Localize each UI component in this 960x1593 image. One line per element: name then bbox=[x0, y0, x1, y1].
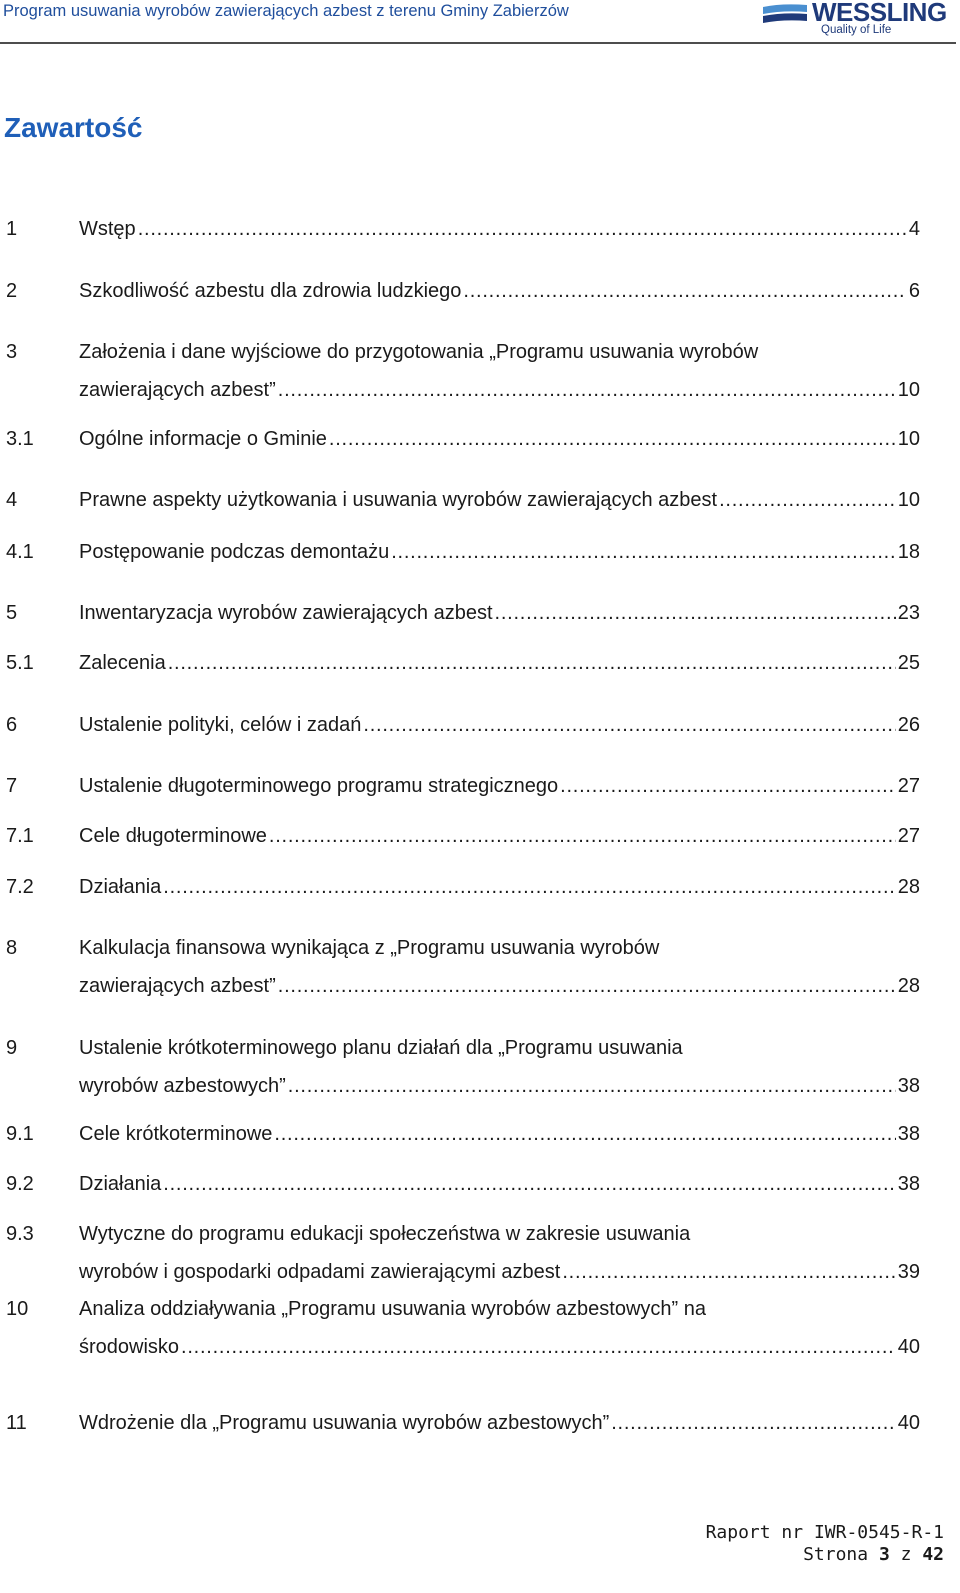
toc-entry-number: 9.2 bbox=[6, 1173, 34, 1195]
toc-entry-body bbox=[79, 272, 920, 310]
toc-entry-text: Wdrożenie dla „Programu usuwania wyrobów azbestowych” bbox=[79, 1412, 610, 1434]
dot-leader bbox=[278, 967, 896, 1005]
toc-entry-page: 10 bbox=[897, 379, 920, 401]
toc-entry-body bbox=[79, 767, 920, 805]
toc-entry-text: Działania bbox=[79, 1173, 162, 1195]
toc-entry-text: Postępowanie podczas demontażu bbox=[79, 541, 390, 563]
page-of: z bbox=[900, 1544, 912, 1565]
toc-entry-number: 3 bbox=[6, 341, 18, 363]
toc-entry-page: 28 bbox=[897, 876, 920, 898]
toc-entry-page: 39 bbox=[897, 1261, 920, 1283]
toc-entry-body bbox=[79, 1165, 920, 1203]
toc-title: Zawartość bbox=[4, 112, 143, 143]
toc-entry-page: 10 bbox=[897, 489, 920, 511]
dot-leader bbox=[168, 644, 896, 682]
dot-leader bbox=[562, 1253, 895, 1291]
toc-entry-text: Wytyczne do programu edukacji społeczeństwa w zakresie usuwania bbox=[79, 1223, 691, 1245]
logo-name: WESSLING bbox=[812, 0, 947, 27]
toc-entry-page: 10 bbox=[897, 428, 920, 450]
dot-leader bbox=[288, 1067, 896, 1105]
toc-entry-number: 9.1 bbox=[6, 1123, 34, 1145]
toc-entry-text: Cele krótkoterminowe bbox=[79, 1123, 273, 1145]
wessling-logo bbox=[762, 0, 958, 40]
toc-entry-body bbox=[79, 210, 920, 248]
header-divider bbox=[0, 42, 956, 44]
toc-entry-number: 6 bbox=[6, 714, 18, 736]
report-id bbox=[706, 1522, 944, 1544]
toc-entry-number: 7 bbox=[6, 775, 18, 797]
logo-swoosh-icon bbox=[762, 3, 808, 25]
toc-entry-text: Założenia i dane wyjściowe do przygotowania „Programu usuwania wyrobów bbox=[79, 341, 759, 363]
toc-entry-page: 40 bbox=[897, 1336, 920, 1358]
toc-entry-text: Działania bbox=[79, 876, 162, 898]
dot-leader bbox=[138, 210, 907, 248]
dot-leader bbox=[363, 706, 895, 744]
toc-entry-page: 18 bbox=[897, 541, 920, 563]
toc-entry-page: 38 bbox=[897, 1173, 920, 1195]
dot-leader bbox=[163, 868, 895, 906]
dot-leader bbox=[329, 420, 896, 458]
toc-entry-text: Ustalenie polityki, celów i zadań bbox=[79, 714, 362, 736]
report-label: Raport nr bbox=[705, 1522, 804, 1543]
toc-entry-text: Ogólne informacje o Gminie bbox=[79, 428, 327, 450]
dot-leader bbox=[181, 1328, 896, 1366]
toc-entry-page: 26 bbox=[897, 714, 920, 736]
toc-entry-page: 23 bbox=[897, 602, 920, 624]
dot-leader bbox=[391, 533, 896, 571]
toc-entry-page: 38 bbox=[897, 1123, 920, 1145]
toc-entry-text: zawierających azbest” bbox=[79, 975, 276, 997]
toc-entry-text: Ustalenie krótkoterminowego planu działań dla „Programu usuwania bbox=[79, 1037, 683, 1059]
toc-entry-body bbox=[79, 1290, 920, 1366]
toc-entry-body bbox=[79, 868, 920, 906]
toc-entry-page: 6 bbox=[908, 280, 920, 302]
dot-leader bbox=[269, 817, 896, 855]
toc-entry-number: 10 bbox=[6, 1298, 29, 1320]
toc-entry-text: Ustalenie długoterminowego programu strategicznego bbox=[79, 775, 559, 797]
toc-entry-number: 5 bbox=[6, 602, 18, 624]
toc-entry-page: 40 bbox=[897, 1412, 920, 1434]
toc-entry-number: 1 bbox=[6, 218, 18, 240]
dot-leader bbox=[274, 1115, 895, 1153]
toc-entry-text: Analiza oddziaływania „Programu usuwania wyrobów azbestowych” na bbox=[79, 1298, 706, 1320]
toc-entry-text: środowisko bbox=[79, 1336, 180, 1358]
toc-entry-body bbox=[79, 706, 920, 744]
page-header bbox=[0, 0, 960, 44]
toc-entry-page: 27 bbox=[897, 825, 920, 847]
dot-leader bbox=[163, 1165, 895, 1203]
dot-leader bbox=[278, 371, 896, 409]
toc-entry-number: 8 bbox=[6, 937, 18, 959]
dot-leader bbox=[719, 481, 896, 519]
dot-leader bbox=[463, 272, 906, 310]
toc-entry-page: 25 bbox=[897, 652, 920, 674]
logo-tagline: Quality of Life bbox=[821, 24, 892, 36]
toc-entry-text: Cele długoterminowe bbox=[79, 825, 267, 847]
toc-entry-number: 7.1 bbox=[6, 825, 34, 847]
page-footer bbox=[706, 1522, 944, 1566]
toc-entry-body bbox=[79, 817, 920, 855]
toc-entry-text: zawierających azbest” bbox=[79, 379, 276, 401]
dot-leader bbox=[495, 594, 896, 632]
toc-entry-page: 38 bbox=[897, 1075, 920, 1097]
toc-entry-body bbox=[79, 481, 920, 519]
toc-entry-page: 4 bbox=[908, 218, 920, 240]
page-indicator bbox=[706, 1544, 944, 1566]
toc-entry-number: 9 bbox=[6, 1037, 18, 1059]
toc-entry-text: Szkodliwość azbestu dla zdrowia ludzkiego bbox=[79, 280, 462, 302]
toc-entry-body bbox=[79, 420, 920, 458]
report-number: IWR-0545-R-1 bbox=[813, 1522, 944, 1543]
toc-entry-number: 2 bbox=[6, 280, 18, 302]
toc-entry-number: 5.1 bbox=[6, 652, 34, 674]
toc-entry-text: wyrobów azbestowych” bbox=[79, 1075, 286, 1097]
toc-entry-number: 3.1 bbox=[6, 428, 34, 450]
toc-entry-text: Zalecenia bbox=[79, 652, 166, 674]
toc-entry-number: 11 bbox=[6, 1412, 27, 1434]
toc-entry-text: Wstęp bbox=[79, 218, 136, 240]
dot-leader bbox=[560, 767, 896, 805]
toc-entry-body bbox=[79, 333, 920, 409]
toc-entry-number: 4 bbox=[6, 489, 18, 511]
page-total: 42 bbox=[922, 1544, 944, 1565]
toc-entry-body bbox=[79, 929, 920, 1005]
toc-entry-text: Inwentaryzacja wyrobów zawierających azbest bbox=[79, 602, 493, 624]
toc-entry-text: Prawne aspekty użytkowania i usuwania wyrobów zawierających azbest bbox=[79, 489, 718, 511]
toc-entry-page: 28 bbox=[897, 975, 920, 997]
toc-entry-body bbox=[79, 1029, 920, 1105]
page-label: Strona bbox=[803, 1544, 869, 1565]
toc-entry-body bbox=[79, 1215, 920, 1291]
toc-entry-body bbox=[79, 644, 920, 682]
document-title: Program usuwania wyrobów zawierających azbest z terenu Gminy Zabierzów bbox=[3, 2, 569, 20]
toc-entry-text: Kalkulacja finansowa wynikająca z „Programu usuwania wyrobów bbox=[79, 937, 660, 959]
page-current: 3 bbox=[878, 1544, 890, 1565]
toc-entry-number: 7.2 bbox=[6, 876, 34, 898]
toc-entry-body bbox=[79, 1115, 920, 1153]
toc-entry-body bbox=[79, 533, 920, 571]
toc-entry-page: 27 bbox=[897, 775, 920, 797]
toc-entry-number: 9.3 bbox=[6, 1223, 34, 1245]
dot-leader bbox=[611, 1404, 896, 1442]
toc-entry-number: 4.1 bbox=[6, 541, 34, 563]
toc-entry-body bbox=[79, 1404, 920, 1442]
toc-entry-body bbox=[79, 594, 920, 632]
toc-entry-text: wyrobów i gospodarki odpadami zawierającymi azbest bbox=[79, 1261, 561, 1283]
